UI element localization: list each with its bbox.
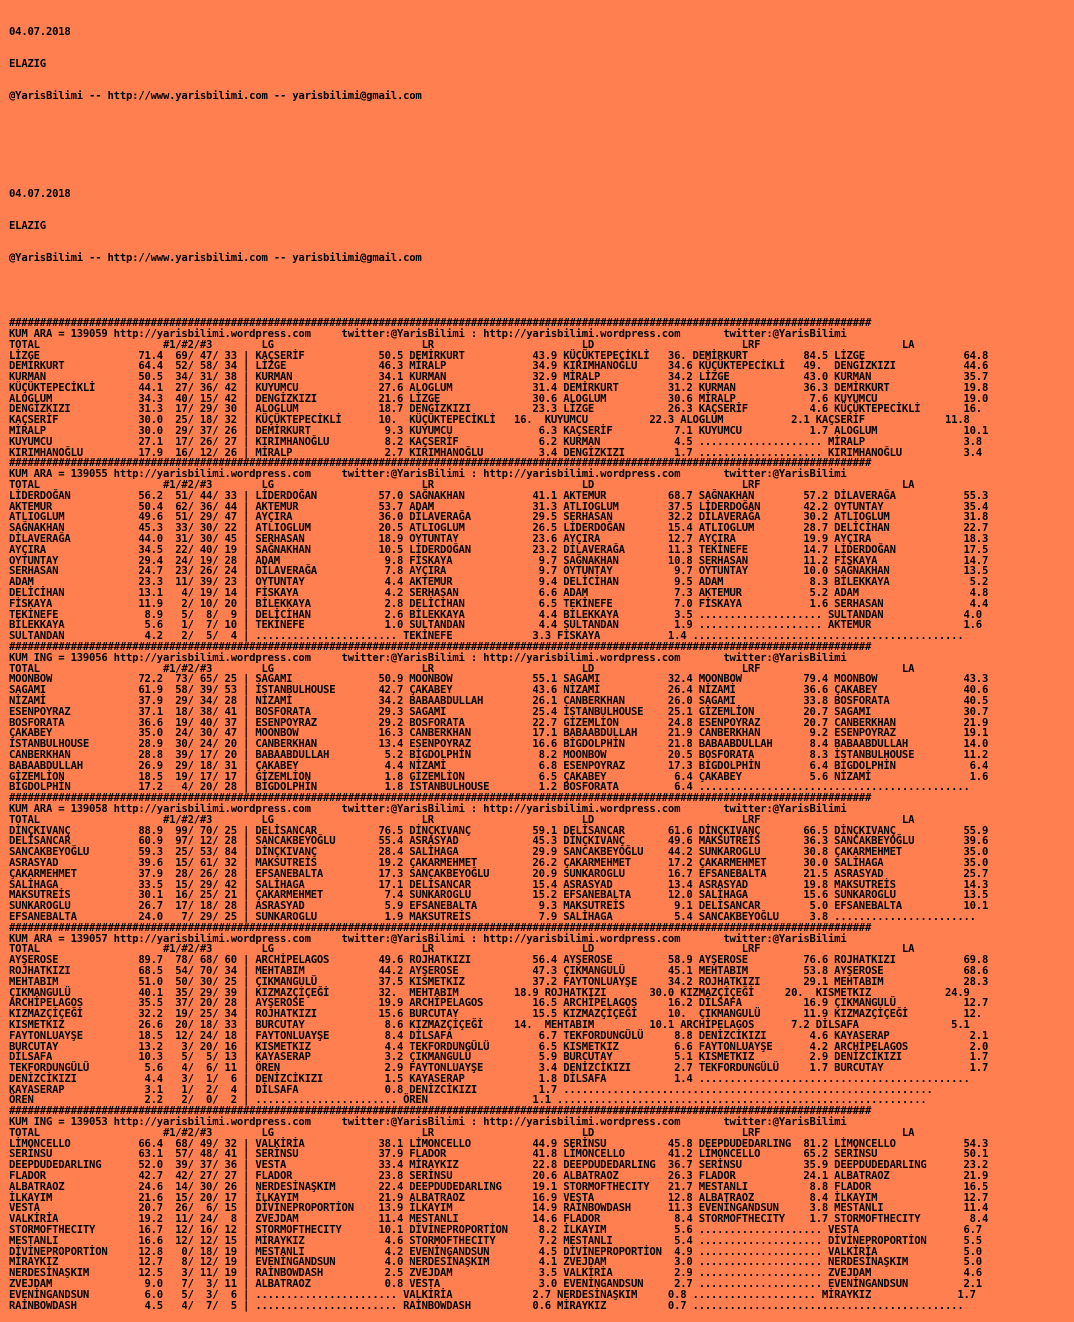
table-row: DİLSAFA 10.3 5/ 5/ 13 | KAYASERAP 3.2 ÇIKMANGULÜ 5.9 BURCUTAY 5.1 KISMETKIZ 2.9 DENİZCİKIZI 1.7 [9, 1051, 989, 1064]
table-row: AYŞEROSE 89.7 78/ 68/ 60 | ARCHİPELAGOS 49.6 ROJHATKIZI 56.4 AYŞEROSE 58.9 AYŞEROSE 76.6 ROJHATKIZI 69.8 [9, 954, 989, 967]
table-row: MEHTABIM 51.0 50/ 30/ 25 | ÇIKMANGULÜ 37.5 KISMETKIZ 37.2 FAYTONLUAYŞE 34.2 ROJHATKIZI 29.1 MEHTABIM 28.3 [9, 975, 989, 988]
column-header: TOTAL #1/#2/#3 LG LR LD LRF LA [9, 1126, 915, 1139]
spacer [9, 124, 1074, 135]
table-row: İLKAYIM 21.6 15/ 20/ 17 | İLKAYIM 21.9 ALBATRAOZ 16.9 VESTA 12.8 ALBATRAOZ 8.4 İLKAYIM 12.7 [9, 1191, 989, 1204]
race-title: KUM ARA = 139059 http://yarisbilimi.wordpress.com twitter:@YarisBilimi : http://yarisbilimi.wordpress.com twitter:@YarisBilimi [9, 327, 847, 340]
table-row: BİLEKKAYA 5.6 1/ 7/ 10 | TEKİNEFE 1.0 SULTANDAN 4.4 SULTANDAN 1.9 .................... AKTEMUR 1.6 [9, 619, 982, 632]
race-section [9, 642, 1074, 793]
table-row: BABAABDULLAH 26.9 29/ 18/ 31 | ÇAKABEY 4.4 NİZAMİ 6.8 ESENPOYRAZ 17.3 BİGDOLPHİN 6.4 BİGDOLPHİN 6.4 [9, 759, 989, 772]
report-credit-repeat: @YarisBilimi -- http://www.yarisbilimi.com -- yarisbilimi@gmail.com [9, 252, 422, 265]
table-row: DİVİNEPROPORTİON 12.8 0/ 18/ 19 | MESTANLI 4.2 EVENİNGANDSUN 4.5 DİVİNEPROPORTİON 4.9 .................... VALKİRİA 5.0 [9, 1245, 982, 1258]
table-row: DENGİZKIZI 31.3 17/ 29/ 30 | ALOGLUM 18.7 DENGİZKIZI 23.3 LİZGE 26.3 KAÇSERİF 4.6 KÜÇÜKTEPECİKLİ 16. [9, 403, 982, 416]
table-row: SERHASAN 24.7 23/ 26/ 24 | DİLAVERAĞA 7.8 AYÇIRA 9.7 OYTUNTAY 9.7 OYTUNTAY 10.0 SAĞNAKHAN 13.5 [9, 565, 989, 578]
table-row: LİDERDOĞAN 56.2 51/ 44/ 33 | LİDERDOĞAN 57.0 SAĞNAKHAN 41.1 AKTEMUR 68.7 SAĞNAKHAN 57.2 DİLAVERAĞA 55.3 [9, 489, 989, 502]
table-row: DELİSANCAR 60.9 97/ 12/ 28 | SANCAKBEYOĞLU 55.4 ASRASYAD 45.3 DİNÇKIVANÇ 49.6 MAKSUTREİS 36.3 SANCAKBEYOĞLU 39.6 [9, 835, 989, 848]
section-separator: ############################################################################################################################################ [9, 792, 872, 805]
table-row: İSTANBULHOUSE 28.9 30/ 24/ 20 | CANBERKHAN 13.4 ESENPOYRAZ 16.6 BİGDOLPHİN 21.8 BABAABDULLAH 8.4 BABAABDULLAH 14.0 [9, 738, 989, 751]
report-date-repeat: 04.07.2018 [9, 187, 71, 200]
race-title: KUM ING = 139056 http://yarisbilimi.wordpress.com twitter:@YarisBilimi : http://yarisbilimi.wordpress.com twitter:@YarisBilimi [9, 651, 847, 664]
table-row: GİZEMLİON 18.5 19/ 17/ 17 | GİZEMLİON 1.8 GİZEMLİON 6.5 ÇAKABEY 6.4 ÇAKABEY 5.6 NİZAMİ 1.6 [9, 770, 989, 783]
table-row: KIRIMHANOĞLU 17.9 16/ 12/ 26 | MİRALP 2.7 KIRIMHANOĞLU 3.4 DENGİZKIZI 1.7 .................... KIRIMHANOĞLU 3.4 [9, 446, 982, 459]
table-row: KISMETKIZ 26.6 20/ 18/ 33 | BURCUTAY 8.6 KIZMAZÇİÇEĞİ 14. MEHTABIM 10.1 ARCHİPELAGOS 7.2 DİLSAFA 5.1 [9, 1018, 970, 1031]
table-row: MAKSUTREİS 30.1 16/ 25/ 21 | ÇAKARMEHMET 7.4 SUNKAROGLU 15.2 EFSANEBALTA 12.0 SALİHAGA 15.6 SUNKAROGLU 13.5 [9, 889, 989, 902]
race-section [9, 923, 1074, 1107]
table-row: MOONBOW 72.2 73/ 65/ 25 | SAGAMI 50.9 MOONBOW 55.1 SAGAMI 32.4 MOONBOW 79.4 MOONBOW 43.3 [9, 673, 989, 686]
table-row: DEMİRKURT 64.4 52/ 58/ 34 | LİZGE 46.3 MİRALP 34.9 KIRIMHANOĞLU 34.6 KÜÇÜKTEPECİKLİ 49. DENGİZKIZI 44.6 [9, 360, 989, 373]
table-row: RAİNBOWDASH 4.5 4/ 7/ 5 | ....................... RAİNBOWDASH 0.6 MİRAYKIZ 0.7 ............................................ [9, 1299, 964, 1312]
table-row: TEKİNEFE 8.9 5/ 8/ 9 | DELİCİHAN 2.6 BİLEKKAYA 4.4 BİLEKKAYA 3.5 .................... SULTANDAN 4.0 [9, 608, 982, 621]
table-row: ROJHATKIZI 68.5 54/ 70/ 34 | MEHTABIM 44.2 AYŞEROSE 47.3 ÇIKMANGULÜ 45.1 MEHTABIM 53.8 AYŞEROSE 68.6 [9, 964, 989, 977]
table-row: DELİCİHAN 13.1 4/ 19/ 14 | FİSKAYA 4.2 SERHASAN 6.6 ADAM 7.3 AKTEMUR 5.2 ADAM 4.8 [9, 587, 989, 600]
column-header: TOTAL #1/#2/#3 LG LR LD LRF LA [9, 338, 915, 351]
report-city: ELAZIG [9, 57, 46, 70]
table-row: DİLAVERAĞA 44.0 31/ 30/ 45 | SERHASAN 18.9 OYTUNTAY 23.6 AYÇIRA 12.7 AYÇIRA 19.9 AYÇIRA 18.3 [9, 533, 989, 546]
table-row: SERİNSU 63.1 57/ 48/ 41 | SERİNSU 37.9 FLADOR 41.8 LİMONCELLO 41.2 LİMONCELLO 65.2 SERİNSU 50.1 [9, 1148, 989, 1161]
table-row: ÇIKMANGULÜ 40.1 35/ 29/ 39 | KIZMAZÇİÇEĞİ 32. MEHTABIM 18.9 ROJHATKIZI 30.0 KIZMAZÇİÇEĞİ 20. KISMETKIZ 24.9 [9, 986, 970, 999]
table-row: ASRASYAD 39.6 15/ 61/ 32 | MAKSUTREİS 19.2 ÇAKARMEHMET 26.2 ÇAKARMEHMET 17.2 ÇAKARMEHMET 30.0 SALİHAGA 35.0 [9, 856, 989, 869]
race-section [9, 458, 1074, 642]
table-row: SALİHAGA 33.5 15/ 29/ 42 | SALİHAGA 17.1 DELİSANCAR 15.4 ASRASYAD 13.4 ASRASYAD 19.8 MAKSUTREİS 14.3 [9, 878, 989, 891]
table-row: EFSANEBALTA 24.0 7/ 29/ 25 | SUNKAROGLU 1.9 MAKSUTREİS 7.9 SALİHAGA 5.4 SANCAKBEYOĞLU 3.8 ....................... [9, 910, 976, 923]
table-row: ALBATRAOZ 24.6 14/ 30/ 26 | NERDESİNAŞKIM 22.4 DEEPDUDEDARLING 19.1 STORMOFTHECITY 21.7 MESTANLI 8.8 FLADOR 16.5 [9, 1180, 989, 1193]
race-sections [9, 318, 1074, 1311]
table-row: EVENİNGANDSUN 6.0 5/ 3/ 6 | ....................... VALKİRİA 2.7 NERDESİNAŞKIM 0.8 .................... MİRAYKIZ 1.7 [9, 1288, 976, 1301]
column-header: TOTAL #1/#2/#3 LG LR LD LRF LA [9, 662, 915, 675]
table-row: ÇAKARMEHMET 37.9 28/ 26/ 28 | EFSANEBALTA 17.3 SANCAKBEYOĞLU 20.9 SUNKAROGLU 16.7 EFSANEBALTA 21.5 ASRASYAD 25.7 [9, 867, 989, 880]
report-date: 04.07.2018 [9, 25, 71, 38]
table-row: SAGAMI 61.9 58/ 39/ 53 | İSTANBULHOUSE 42.7 ÇAKABEY 43.6 NİZAMİ 26.4 NİZAMİ 36.6 ÇAKABEY 40.6 [9, 684, 989, 697]
table-row: FAYTONLUAYŞE 18.5 12/ 24/ 18 | FAYTONLUAYŞE 8.4 DİLSAFA 6.7 TEKFORDUNGÜLÜ 8.8 DENİZCİKIZI 4.6 KAYASERAP 2.1 [9, 1029, 989, 1042]
table-row: LİZGE 71.4 69/ 47/ 33 | KAÇSERİF 50.5 DEMİRKURT 43.9 KÜÇÜKTEPECİKLİ 36. DEMİRKURT 84.5 LİZGE 64.8 [9, 349, 989, 362]
table-row: BİGDOLPHİN 17.2 4/ 20/ 28 | BİGDOLPHİN 1.8 İSTANBULHOUSE 1.2 BOSFORATA 6.4 ............................................ [9, 781, 970, 794]
spacer [9, 286, 1074, 297]
table-row: NERDESİNAŞKIM 12.5 3/ 11/ 19 | RAİNBOWDASH 2.5 ZVEJDAM 3.5 VALKİRİA 2.9 .................... ZVEJDAM 4.6 [9, 1267, 982, 1280]
column-header: TOTAL #1/#2/#3 LG LR LD LRF LA [9, 479, 915, 492]
table-row: KÜÇÜKTEPECİKLİ 44.1 27/ 36/ 42 | KUYUMCU 27.6 ALOGLUM 31.4 DEMİRKURT 31.2 KURMAN 36.3 DEMİRKURT 19.8 [9, 381, 989, 394]
table-row: KUYUMCU 27.1 17/ 26/ 27 | KIRIMHANOĞLU 8.2 KAÇSERİF 6.2 KURMAN 4.5 .................... MİRALP 3.8 [9, 435, 982, 448]
table-row: ÇAKABEY 35.0 24/ 30/ 47 | MOONBOW 16.3 CANBERKHAN 17.1 BABAABDULLAH 21.9 CANBERKHAN 9.2 ESENPOYRAZ 19.1 [9, 727, 989, 740]
section-separator: ############################################################################################################################################ [9, 317, 872, 330]
table-row: ÖREN 2.2 2/ 0/ 2 | ....................... ÖREN 1.1 ............................................................ [9, 1094, 927, 1107]
table-row: BURCUTAY 13.2 3/ 20/ 16 | KISMETKIZ 4.4 TEKFORDUNGÜLÜ 6.5 KISMETKIZ 6.6 FAYTONLUAYŞE 4.2 ARCHİPELAGOS 2.0 [9, 1040, 989, 1053]
table-row: FLADOR 42.7 42/ 27/ 27 | FLADOR 23.8 SERİNSU 20.6 ALBATRAOZ 26.3 FLADOR 24.1 ALBATRAOZ 21.9 [9, 1170, 989, 1183]
race-section [9, 793, 1074, 923]
table-row: KIZMAZÇİÇEĞİ 32.2 19/ 25/ 34 | ROJHATKIZI 15.6 BURCUTAY 15.5 KIZMAZÇİÇEĞİ 10. ÇIKMANGULÜ 11.9 KIZMAZÇİÇEĞİ 12. [9, 1008, 982, 1021]
race-section [9, 318, 1074, 458]
race-title: KUM ARA = 139057 http://yarisbilimi.wordpress.com twitter:@YarisBilimi : http://yarisbilimi.wordpress.com twitter:@YarisBilimi [9, 932, 847, 945]
table-row: DEEPDUDEDARLING 52.0 39/ 37/ 36 | VESTA 33.4 MİRAYKIZ 22.8 DEEPDUDEDARLING 36.7 SERİNSU 35.9 DEEPDUDEDARLING 23.2 [9, 1159, 989, 1172]
table-row: AKTEMUR 50.4 62/ 36/ 44 | AKTEMUR 53.7 ADAM 31.3 ATLIOGLUM 37.5 LİDERDOĞAN 42.2 OYTUNTAY 35.4 [9, 500, 989, 513]
table-row: OYTUNTAY 29.4 24/ 19/ 28 | ADAM 9.8 FİSKAYA 9.7 SAĞNAKHAN 10.8 SERHASAN 11.2 FİSKAYA 14.7 [9, 554, 989, 567]
table-row: ATLIOGLUM 49.6 51/ 29/ 47 | AYÇIRA 36.0 DİLAVERAĞA 29.5 SERHASAN 32.2 DİLAVERAĞA 30.2 ATLIOGLUM 31.8 [9, 511, 989, 524]
table-row: DENİZCİKIZI 4.4 3/ 1/ 6 | DENİZCİKIZI 1.5 KAYASERAP 1.8 DİLSAFA 1.4 ............................................ [9, 1072, 970, 1085]
table-row: LİMONCELLO 66.4 68/ 49/ 32 | VALKİRİA 38.1 LİMONCELLO 44.9 SERİNSU 45.8 DEEPDUDEDARLING 81.2 LİMONCELLO 54.3 [9, 1137, 989, 1150]
spacer [9, 156, 1074, 167]
table-row: CANBERKHAN 28.8 39/ 17/ 20 | BABAABDULLAH 5.2 BİGDOLPHİN 8.2 MOONBOW 20.5 BOSFORATA 8.3 İSTANBULHOUSE 11.2 [9, 748, 989, 761]
table-row: ARCHİPELAGOS 35.5 37/ 20/ 28 | AYŞEROSE 19.9 ARCHİPELAGOS 16.5 ARCHİPELAGOS 16.2 DİLSAFA 16.9 ÇIKMANGULÜ 12.7 [9, 997, 989, 1010]
table-row: ALOGLUM 34.3 40/ 15/ 42 | DENGİZKIZI 21.6 LİZGE 30.6 ALOGLUM 30.6 MİRALP 7.6 KUYUMCU 19.0 [9, 392, 989, 405]
table-row: AYÇIRA 34.5 22/ 40/ 19 | SAĞNAKHAN 10.5 LİDERDOĞAN 23.2 DİLAVERAĞA 11.3 TEKİNEFE 14.7 LİDERDOĞAN 17.5 [9, 543, 989, 556]
table-row: KURMAN 50.5 34/ 31/ 38 | KURMAN 34.1 KURMAN 32.9 MİRALP 34.2 LİZGE 43.0 KURMAN 35.7 [9, 371, 989, 384]
table-row: BOSFORATA 36.6 19/ 40/ 37 | ESENPOYRAZ 29.2 BOSFORATA 22.7 GİZEMLİON 24.8 ESENPOYRAZ 20.7 CANBERKHAN 21.9 [9, 716, 989, 729]
table-row: KAÇSERİF 30.0 25/ 18/ 32 | KÜÇÜKTEPECİKLİ 10. KÜÇÜKTEPECİKLİ 16. KUYUMCU 22.3 ALOGLUM 2.1 KAÇSERİF 11.8 [9, 414, 970, 427]
table-row: ZVEJDAM 9.0 7/ 3/ 11 | ALBATRAOZ 0.8 VESTA 3.0 EVENİNGANDSUN 2.7 .................... EVENİNGANDSUN 2.1 [9, 1278, 982, 1291]
table-row: FİSKAYA 11.9 2/ 10/ 20 | BİLEKKAYA 2.8 DELİCİHAN 6.5 TEKİNEFE 7.0 FİSKAYA 1.6 SERHASAN 4.4 [9, 597, 989, 610]
table-row: STORMOFTHECITY 16.7 12/ 16/ 12 | STORMOFTHECITY 10.1 DİVİNEPROPORTİON 8.2 İLKAYIM 5.6 .................... VESTA 6.7 [9, 1224, 982, 1237]
table-row: MİRALP 30.0 29/ 37/ 26 | DEMİRKURT 9.3 KUYUMCU 6.3 KAÇSERİF 7.1 KUYUMCU 1.7 ALOGLUM 10.1 [9, 425, 989, 438]
section-separator: ############################################################################################################################################ [9, 457, 872, 470]
column-header: TOTAL #1/#2/#3 LG LR LD LRF LA [9, 813, 915, 826]
table-row: KAYASERAP 3.1 1/ 2/ 4 | DİLSAFA 0.8 DENİZCİKIZI 1.7 ............................................................ [9, 1083, 933, 1096]
table-row: DİNÇKIVANÇ 88.9 99/ 70/ 25 | DELİSANCAR 76.5 DİNÇKIVANÇ 59.1 DELİSANCAR 61.6 DİNÇKIVANÇ 66.5 DİNÇKIVANÇ 55.9 [9, 824, 989, 837]
table-row: SANCAKBEYOĞLU 59.3 25/ 53/ 84 | DİNÇKIVANÇ 28.4 SALİHAGA 29.9 SANCAKBEYOĞLU 44.2 SUNKAROGLU 30.8 ÇAKARMEHMET 35.0 [9, 846, 989, 859]
race-title: KUM ARA = 139055 http://yarisbilimi.wordpress.com twitter:@YarisBilimi : http://yarisbilimi.wordpress.com twitter:@YarisBilimi [9, 468, 847, 481]
table-row: VALKİRİA 19.2 11/ 24/ 8 | ZVEJDAM 11.4 MESTANLI 14.6 FLADOR 8.4 STORMOFTHECITY 1.7 STORMOFTHECITY 8.4 [9, 1213, 989, 1226]
race-title: KUM ING = 139053 http://yarisbilimi.wordpress.com twitter:@YarisBilimi : http://yarisbilimi.wordpress.com twitter:@YarisBilimi [9, 1116, 847, 1129]
section-separator: ############################################################################################################################################ [9, 921, 872, 934]
report-city-repeat: ELAZIG [9, 219, 46, 232]
race-section [9, 1106, 1074, 1311]
section-separator: ############################################################################################################################################ [9, 641, 872, 654]
table-row: MESTANLI 16.6 12/ 12/ 15 | MİRAYKIZ 4.6 STORMOFTHECITY 7.2 MESTANLI 5.4 .................... DİVİNEPROPORTİON 5.5 [9, 1234, 982, 1247]
table-row: ESENPOYRAZ 37.1 18/ 38/ 41 | BOSFORATA 29.3 SAGAMI 25.4 İSTANBULHOUSE 25.1 GİZEMLİON 20.7 SAGAMI 30.7 [9, 705, 989, 718]
table-row: SUNKAROGLU 26.7 17/ 18/ 28 | ASRASYAD 5.9 EFSANEBALTA 9.3 MAKSUTREİS 9.1 DELİSANCAR 5.0 EFSANEBALTA 10.1 [9, 900, 989, 913]
section-separator: ############################################################################################################################################ [9, 1105, 872, 1118]
column-header: TOTAL #1/#2/#3 LG LR LD LRF LA [9, 943, 915, 956]
table-row: ADAM 23.3 11/ 39/ 23 | OYTUNTAY 4.4 AKTEMUR 9.4 DELİCİHAN 9.5 ADAM 8.3 BİLEKKAYA 5.2 [9, 576, 989, 589]
race-title: KUM ARA = 139058 http://yarisbilimi.wordpress.com twitter:@YarisBilimi : http://yarisbilimi.wordpress.com twitter:@YarisBilimi [9, 802, 847, 815]
table-row: VESTA 20.7 26/ 6/ 15 | DİVİNEPROPORTİON 13.9 İLKAYIM 14.9 RAİNBOWDASH 11.3 EVENİNGANDSUN 3.8 MESTANLI 11.4 [9, 1202, 989, 1215]
report-credit: @YarisBilimi -- http://www.yarisbilimi.com -- yarisbilimi@gmail.com [9, 90, 422, 103]
table-row: MİRAYKIZ 12.7 8/ 12/ 19 | EVENİNGANDSUN 4.0 NERDESİNAŞKIM 4.1 ZVEJDAM 3.0 .................... NERDESİNAŞKIM 5.0 [9, 1256, 982, 1269]
table-row: TEKFORDUNGÜLÜ 5.6 4/ 6/ 11 | ÖREN 2.9 FAYTONLUAYŞE 3.4 DENİZCİKIZI 2.7 TEKFORDUNGÜLÜ 1.7 BURCUTAY 1.7 [9, 1062, 989, 1075]
table-row: NİZAMİ 37.9 29/ 34/ 28 | NİZAMİ 34.2 BABAABDULLAH 26.1 CANBERKHAN 26.0 SAGAMI 33.8 BOSFORATA 40.5 [9, 695, 989, 707]
table-row: SAĞNAKHAN 45.3 33/ 30/ 22 | ATLIOGLUM 20.5 ATLIOGLUM 26.5 LİDERDOĞAN 15.4 ATLIOGLUM 28.7 DELİCİHAN 22.7 [9, 522, 989, 535]
table-row: SULTANDAN 4.2 2/ 5/ 4 | ....................... TEKİNEFE 3.3 FİSKAYA 1.4 ............................................ [9, 630, 964, 643]
